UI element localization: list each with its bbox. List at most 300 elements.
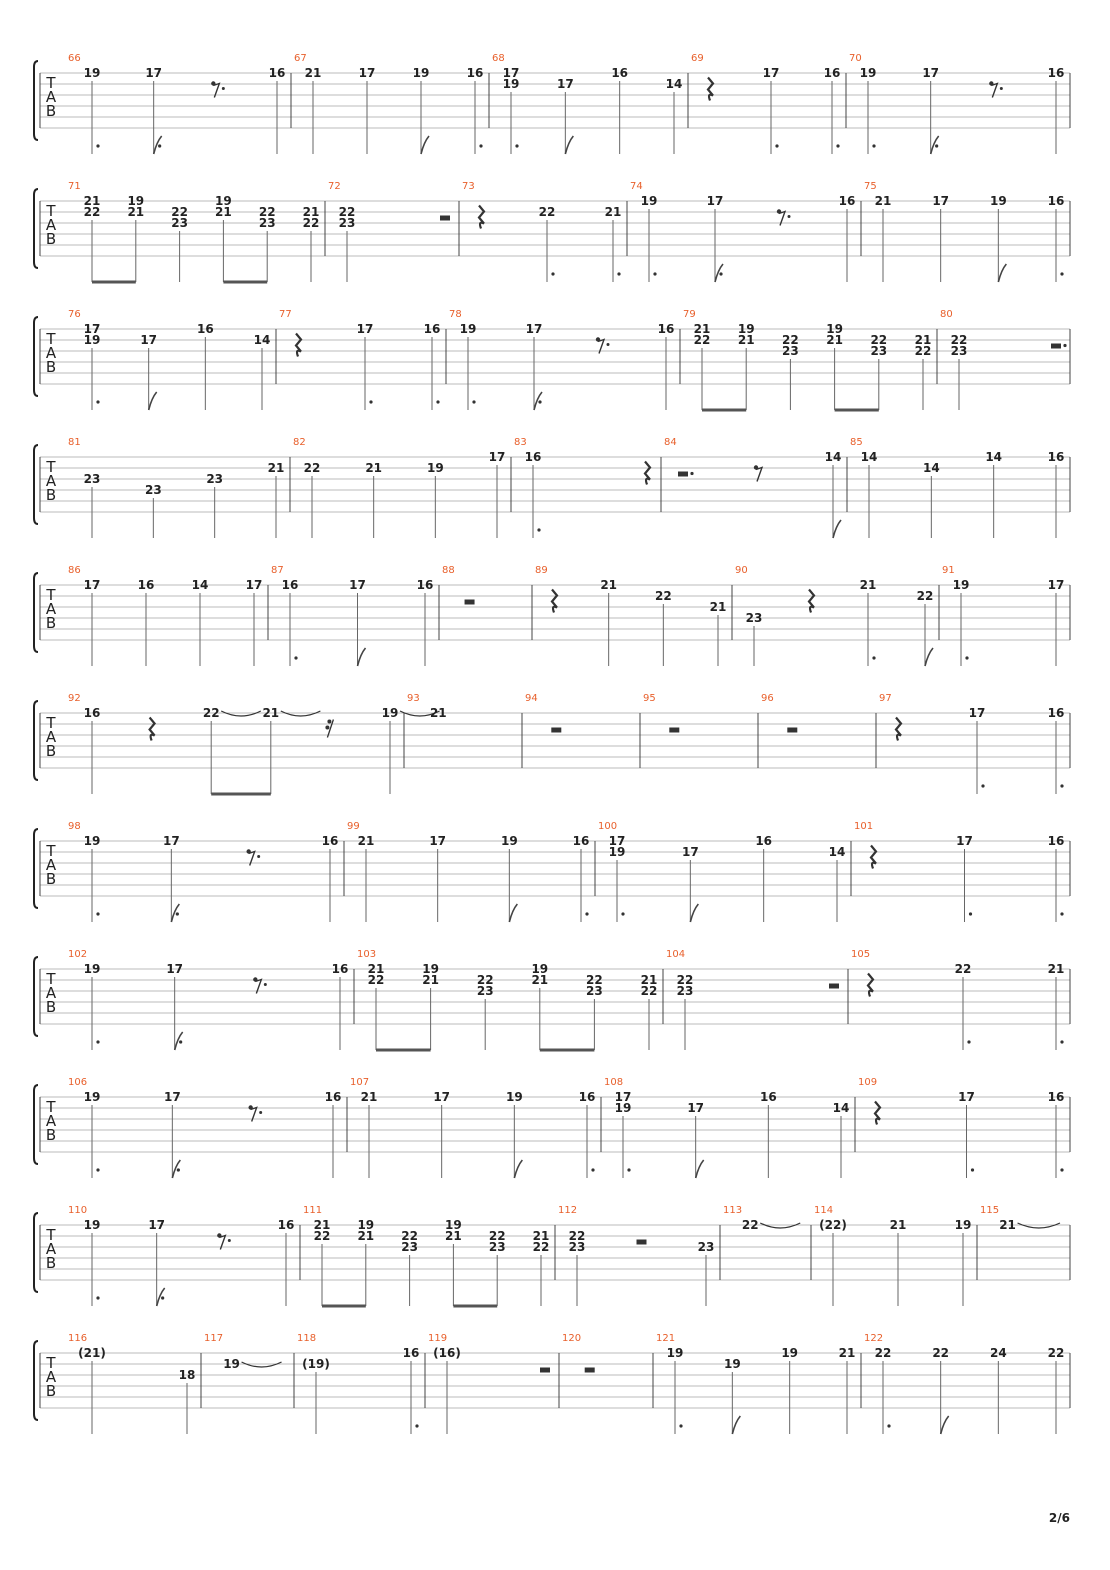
fret-number: 19 (502, 77, 520, 91)
fret-number: 19 (500, 834, 518, 848)
fret-number: 23 (745, 611, 763, 625)
tab-system (34, 437, 1070, 538)
fret-number: 17 (681, 845, 699, 859)
tab-clef-letter: T (46, 970, 56, 988)
duration-dot (965, 656, 968, 659)
fret-number: 21 (365, 461, 383, 475)
measure-number: 72 (328, 181, 341, 192)
fret-number: 23 (258, 216, 276, 230)
fret-number: 17 (140, 333, 158, 347)
measure-number: 116 (68, 1333, 88, 1344)
system-bracket (34, 573, 38, 652)
tab-clef-letter: A (45, 216, 57, 234)
fret-number: 16 (755, 834, 773, 848)
system-bracket (34, 701, 38, 780)
fret-number: 16 (1047, 1090, 1065, 1104)
duration-dot (1060, 912, 1063, 915)
tab-clef-letter: B (45, 1126, 57, 1144)
fret-number: 23 (676, 984, 694, 998)
rest-dot (1000, 87, 1003, 90)
half-rest-icon (465, 600, 475, 605)
fret-number: 16 (268, 66, 286, 80)
rest-dot (1063, 344, 1066, 347)
fret-number: 22 (568, 1229, 586, 1243)
measure (449, 309, 674, 410)
fret-number: 21 (360, 1090, 378, 1104)
fret-number: 23 (697, 1240, 715, 1254)
fret-number: 21 (889, 1218, 907, 1232)
duration-dot (369, 400, 372, 403)
fret-number: 16 (331, 962, 349, 976)
measure (294, 53, 483, 154)
fret-number: 17 (614, 1090, 632, 1104)
note-flag (149, 392, 157, 410)
tab-clef-letter: T (46, 586, 56, 604)
measure (68, 1205, 294, 1306)
fret-number: 16 (1047, 450, 1065, 464)
measure-number: 88 (442, 565, 455, 576)
fret-number: 16 (759, 1090, 777, 1104)
duration-dot (872, 144, 875, 147)
fret-number: 16 (823, 66, 841, 80)
fret-number: 17 (556, 77, 574, 91)
note-flag (696, 1160, 704, 1178)
fret-number: 16 (1047, 706, 1065, 720)
duration-dot (472, 400, 475, 403)
measure-number: 89 (535, 565, 548, 576)
fret-number: 19 (83, 333, 101, 347)
measure-number: 103 (357, 949, 377, 960)
tab-clef-letter: A (45, 88, 57, 106)
fret-number: 17 (349, 578, 366, 592)
fret-number: 16 (281, 578, 299, 592)
quarter-rest-icon (868, 974, 873, 997)
fret-number: 22 (338, 205, 356, 219)
fret-number: 23 (782, 344, 799, 358)
fret-number: 22 (302, 216, 320, 230)
fret-number: 17 (358, 66, 376, 80)
tab-clef-letter: B (45, 1254, 57, 1272)
fret-number: 19 (723, 1357, 741, 1371)
measure-number: 75 (864, 181, 877, 192)
fret-number: 16 (321, 834, 339, 848)
measure-number: 84 (664, 437, 677, 448)
fret-number: 21 (367, 962, 385, 976)
fret-number: 21 (838, 1346, 856, 1360)
fret-number: 17 (502, 66, 520, 80)
rest-dot (257, 855, 260, 858)
measure (68, 949, 348, 1050)
fret-number: 19 (127, 194, 145, 208)
tab-clef-letter: T (46, 714, 56, 732)
fret-number: 22 (367, 973, 385, 987)
system-bracket (34, 957, 38, 1036)
measure-number: 92 (68, 693, 81, 704)
fret-number: 21 (914, 333, 932, 347)
fret-number: 19 (83, 66, 101, 80)
measure (854, 821, 1064, 922)
measure-number: 104 (666, 949, 686, 960)
measure (664, 437, 841, 538)
duration-dot (591, 1168, 594, 1171)
note-flag (941, 1416, 949, 1434)
fret-number: 14 (824, 450, 842, 464)
fret-number: 21 (445, 1229, 462, 1243)
tab-clef-letter: T (46, 330, 56, 348)
fret-number: 21 (604, 205, 622, 219)
fret-number: 14 (985, 450, 1003, 464)
fret-number: 23 (568, 1240, 586, 1254)
measure (271, 565, 433, 666)
fret-number: 19 (357, 1218, 375, 1232)
fret-number: 16 (657, 322, 675, 336)
fret-number: 17 (83, 578, 101, 592)
fret-number: 17 (433, 1090, 451, 1104)
fret-number: 19 (640, 194, 658, 208)
duration-dot (294, 656, 297, 659)
measure (864, 181, 1064, 282)
fret-number: (21) (78, 1346, 106, 1360)
measure (656, 1333, 855, 1434)
fret-number: 21 (304, 66, 322, 80)
fret-number: 23 (586, 984, 603, 998)
measure-number: 68 (492, 53, 505, 64)
duration-dot (551, 272, 554, 275)
measure-number: 79 (683, 309, 696, 320)
tab-clef-letter: T (46, 202, 56, 220)
fret-number: 16 (1047, 194, 1065, 208)
half-rest-icon (669, 728, 679, 733)
measure (630, 181, 855, 282)
measure (462, 181, 621, 282)
measure (942, 565, 1064, 666)
half-rest-icon (440, 216, 450, 221)
fret-number: 19 (83, 1218, 101, 1232)
duration-dot (621, 912, 624, 915)
system-bracket (34, 445, 38, 524)
fret-number: 16 (324, 1090, 342, 1104)
tab-clef-letter: A (45, 1112, 57, 1130)
fret-number: 21 (693, 322, 711, 336)
fret-number: 19 (614, 1101, 632, 1115)
fret-number: 19 (83, 834, 101, 848)
measure-number: 94 (525, 693, 538, 704)
fret-number: 19 (666, 1346, 684, 1360)
tab-clef-letter: B (45, 870, 57, 888)
rest-dot (690, 472, 693, 475)
fret-number: 19 (422, 962, 439, 976)
measure (851, 949, 1064, 1050)
fret-number: 14 (253, 333, 271, 347)
measure (604, 1077, 849, 1178)
tab-clef-letter: A (45, 600, 57, 618)
measure-number: 86 (68, 565, 81, 576)
half-rest-icon (637, 1240, 647, 1245)
fret-number: 17 (148, 1218, 166, 1232)
note-flag (358, 648, 366, 666)
duration-dot (719, 272, 722, 275)
measure-number: 82 (293, 437, 306, 448)
fret-number: 22 (401, 1229, 418, 1243)
fret-number: 23 (206, 472, 224, 486)
duration-dot (653, 272, 656, 275)
measure (558, 1205, 714, 1306)
measure-number: 67 (294, 53, 307, 64)
fret-number: 21 (999, 1218, 1016, 1232)
tab-system (34, 1333, 1070, 1434)
measure-number: 73 (462, 181, 475, 192)
note-flag (690, 904, 698, 922)
measure (850, 437, 1064, 538)
quarter-rest-icon (479, 206, 484, 229)
fret-number: 16 (1047, 66, 1065, 80)
fret-number: 16 (1047, 834, 1065, 848)
fret-number: 16 (611, 66, 629, 80)
duration-dot (971, 1168, 974, 1171)
fret-number: 22 (676, 973, 694, 987)
duration-dot (96, 1040, 99, 1043)
duration-dot (1060, 1168, 1063, 1171)
fret-number: 17 (706, 194, 724, 208)
fret-number: 17 (429, 834, 447, 848)
note-flag (732, 1416, 740, 1434)
fret-number: 22 (640, 984, 658, 998)
fret-number: 22 (914, 344, 932, 358)
quarter-rest-icon (645, 462, 650, 485)
measure (691, 53, 840, 154)
fret-number: 22 (950, 333, 968, 347)
fret-number: 17 (968, 706, 986, 720)
tab-system (34, 949, 1070, 1050)
measure (68, 1077, 341, 1178)
fret-number: 21 (859, 578, 877, 592)
fret-number: 17 (525, 322, 543, 336)
note-flag (514, 1160, 522, 1178)
fret-number: 22 (741, 1218, 759, 1232)
sixteenth-rest-dot (325, 726, 329, 730)
fret-number: 23 (870, 344, 888, 358)
fret-number: 16 (466, 66, 484, 80)
measure-number: 121 (656, 1333, 676, 1344)
half-rest-icon (1051, 344, 1061, 349)
fret-number: 19 (445, 1218, 462, 1232)
fret-number: 21 (532, 1229, 550, 1243)
fret-number: 21 (429, 706, 447, 720)
measure-number: 80 (940, 309, 953, 320)
measure-number: 87 (271, 565, 284, 576)
rest-dot (264, 983, 267, 986)
duration-dot (836, 144, 839, 147)
duration-dot (872, 656, 875, 659)
tab-clef-letter: T (46, 74, 56, 92)
fret-number: 17 (488, 450, 506, 464)
duration-dot (935, 144, 938, 147)
half-rest-icon (678, 472, 688, 477)
fret-number: 22 (874, 1346, 892, 1360)
quarter-rest-icon (150, 718, 155, 741)
duration-dot (96, 400, 99, 403)
fret-number: 19 (989, 194, 1007, 208)
measure-number: 102 (68, 949, 88, 960)
fret-number: 19 (223, 1357, 240, 1371)
measure-number: 118 (297, 1333, 317, 1344)
fret-number: 17 (608, 834, 626, 848)
fret-number: 17 (83, 322, 101, 336)
fret-number: 22 (1047, 1346, 1065, 1360)
fret-number: 21 (357, 1229, 375, 1243)
measure (347, 821, 589, 922)
tab-clef-letter: B (45, 614, 57, 632)
duration-dot (158, 144, 161, 147)
measure-number: 76 (68, 309, 81, 320)
fret-number: 23 (401, 1240, 418, 1254)
fret-number: 17 (163, 1090, 181, 1104)
rest-dot (788, 215, 791, 218)
measure (68, 693, 440, 794)
fret-number: 16 (423, 322, 441, 336)
measure (535, 565, 726, 666)
measure-number: 90 (735, 565, 748, 576)
measure-number: 108 (604, 1077, 624, 1088)
system-bracket (34, 1213, 38, 1292)
note-flag (421, 136, 429, 154)
rest-dot (228, 1239, 231, 1242)
measure (68, 565, 262, 666)
measure (858, 1077, 1064, 1178)
measure (723, 1205, 800, 1232)
duration-dot (967, 1040, 970, 1043)
fret-number: 17 (932, 194, 950, 208)
system-bracket (34, 1085, 38, 1164)
system-bracket (34, 1341, 38, 1420)
quarter-rest-icon (896, 718, 901, 741)
sixteenth-rest-icon (327, 720, 331, 724)
fret-number: 19 (952, 578, 970, 592)
measure (879, 693, 1064, 794)
duration-dot (627, 1168, 630, 1171)
measure (350, 1077, 595, 1178)
duration-dot (617, 272, 620, 275)
fret-number: 21 (709, 600, 727, 614)
fret-number: 14 (665, 77, 683, 91)
tab-clef-letter: A (45, 344, 57, 362)
note-flag (509, 904, 517, 922)
tab-clef-letter: A (45, 984, 57, 1002)
half-rest-icon (585, 1368, 595, 1373)
tab-clef-letter: B (45, 742, 57, 760)
fret-number: 21 (215, 205, 232, 219)
fret-number: 14 (922, 461, 940, 475)
measure-number: 97 (879, 693, 892, 704)
note-flag (925, 648, 933, 666)
measure (666, 949, 839, 1050)
measure-number: 93 (407, 693, 420, 704)
measure-number: 78 (449, 309, 462, 320)
fret-number: 21 (127, 205, 145, 219)
fret-number: 19 (859, 66, 877, 80)
tab-system (34, 1077, 1070, 1178)
tab-system (34, 693, 1070, 794)
fret-number: 21 (737, 333, 755, 347)
half-rest-icon (540, 1368, 550, 1373)
fret-number: 22 (932, 1346, 950, 1360)
duration-dot (1060, 1040, 1063, 1043)
rest-dot (222, 87, 225, 90)
duration-dot (176, 912, 179, 915)
fret-number: 24 (989, 1346, 1007, 1360)
measure-number: 91 (942, 565, 955, 576)
quarter-rest-icon (552, 590, 557, 613)
fret-number: (22) (819, 1218, 847, 1232)
measure (735, 565, 933, 666)
fret-number: 19 (83, 1090, 101, 1104)
fret-number: 22 (954, 962, 972, 976)
quarter-rest-icon (296, 334, 301, 357)
duration-dot (1060, 784, 1063, 787)
tab-system (34, 821, 1070, 922)
measure-number: 106 (68, 1077, 88, 1088)
tab-system (34, 181, 1070, 282)
measure (492, 53, 682, 154)
fret-number: 21 (874, 194, 892, 208)
tab-clef-letter: B (45, 1382, 57, 1400)
fret-number: 23 (338, 216, 356, 230)
measure (940, 309, 1067, 410)
half-rest-icon (551, 728, 561, 733)
measure-number: 110 (68, 1205, 88, 1216)
fret-number: 16 (572, 834, 590, 848)
duration-dot (161, 1296, 164, 1299)
measure (428, 1333, 550, 1434)
fret-number: 19 (608, 845, 626, 859)
measure-number: 119 (428, 1333, 448, 1344)
measure-number: 115 (980, 1205, 1000, 1216)
tab-clef-letter: B (45, 486, 57, 504)
measure-number: 112 (558, 1205, 578, 1216)
half-rest-icon (829, 984, 839, 989)
measure-number: 100 (598, 821, 618, 832)
measure (68, 821, 338, 922)
measure (204, 1333, 282, 1371)
measure-number: 66 (68, 53, 81, 64)
duration-dot (538, 400, 541, 403)
fret-number: 19 (412, 66, 430, 80)
measure-number: 98 (68, 821, 81, 832)
fret-number: 19 (781, 1346, 799, 1360)
system-bracket (34, 829, 38, 908)
rest-dot (607, 343, 610, 346)
measure-number: 95 (643, 693, 656, 704)
tab-clef-letter: B (45, 102, 57, 120)
fret-number: 22 (538, 205, 556, 219)
fret-number: 23 (950, 344, 968, 358)
fret-number: 17 (356, 322, 374, 336)
fret-number: (16) (433, 1346, 461, 1360)
fret-number: 21 (267, 461, 285, 475)
tab-clef-letter: B (45, 230, 57, 248)
fret-number: 16 (196, 322, 214, 336)
measure (68, 181, 319, 282)
fret-number: 19 (426, 461, 444, 475)
fret-number: 16 (578, 1090, 596, 1104)
measure-number: 105 (851, 949, 871, 960)
measure (683, 309, 931, 410)
fret-number: 21 (302, 205, 320, 219)
system-bracket (34, 189, 38, 268)
fret-number: 21 (600, 578, 618, 592)
fret-number: 17 (162, 834, 180, 848)
fret-number: 21 (262, 706, 280, 720)
